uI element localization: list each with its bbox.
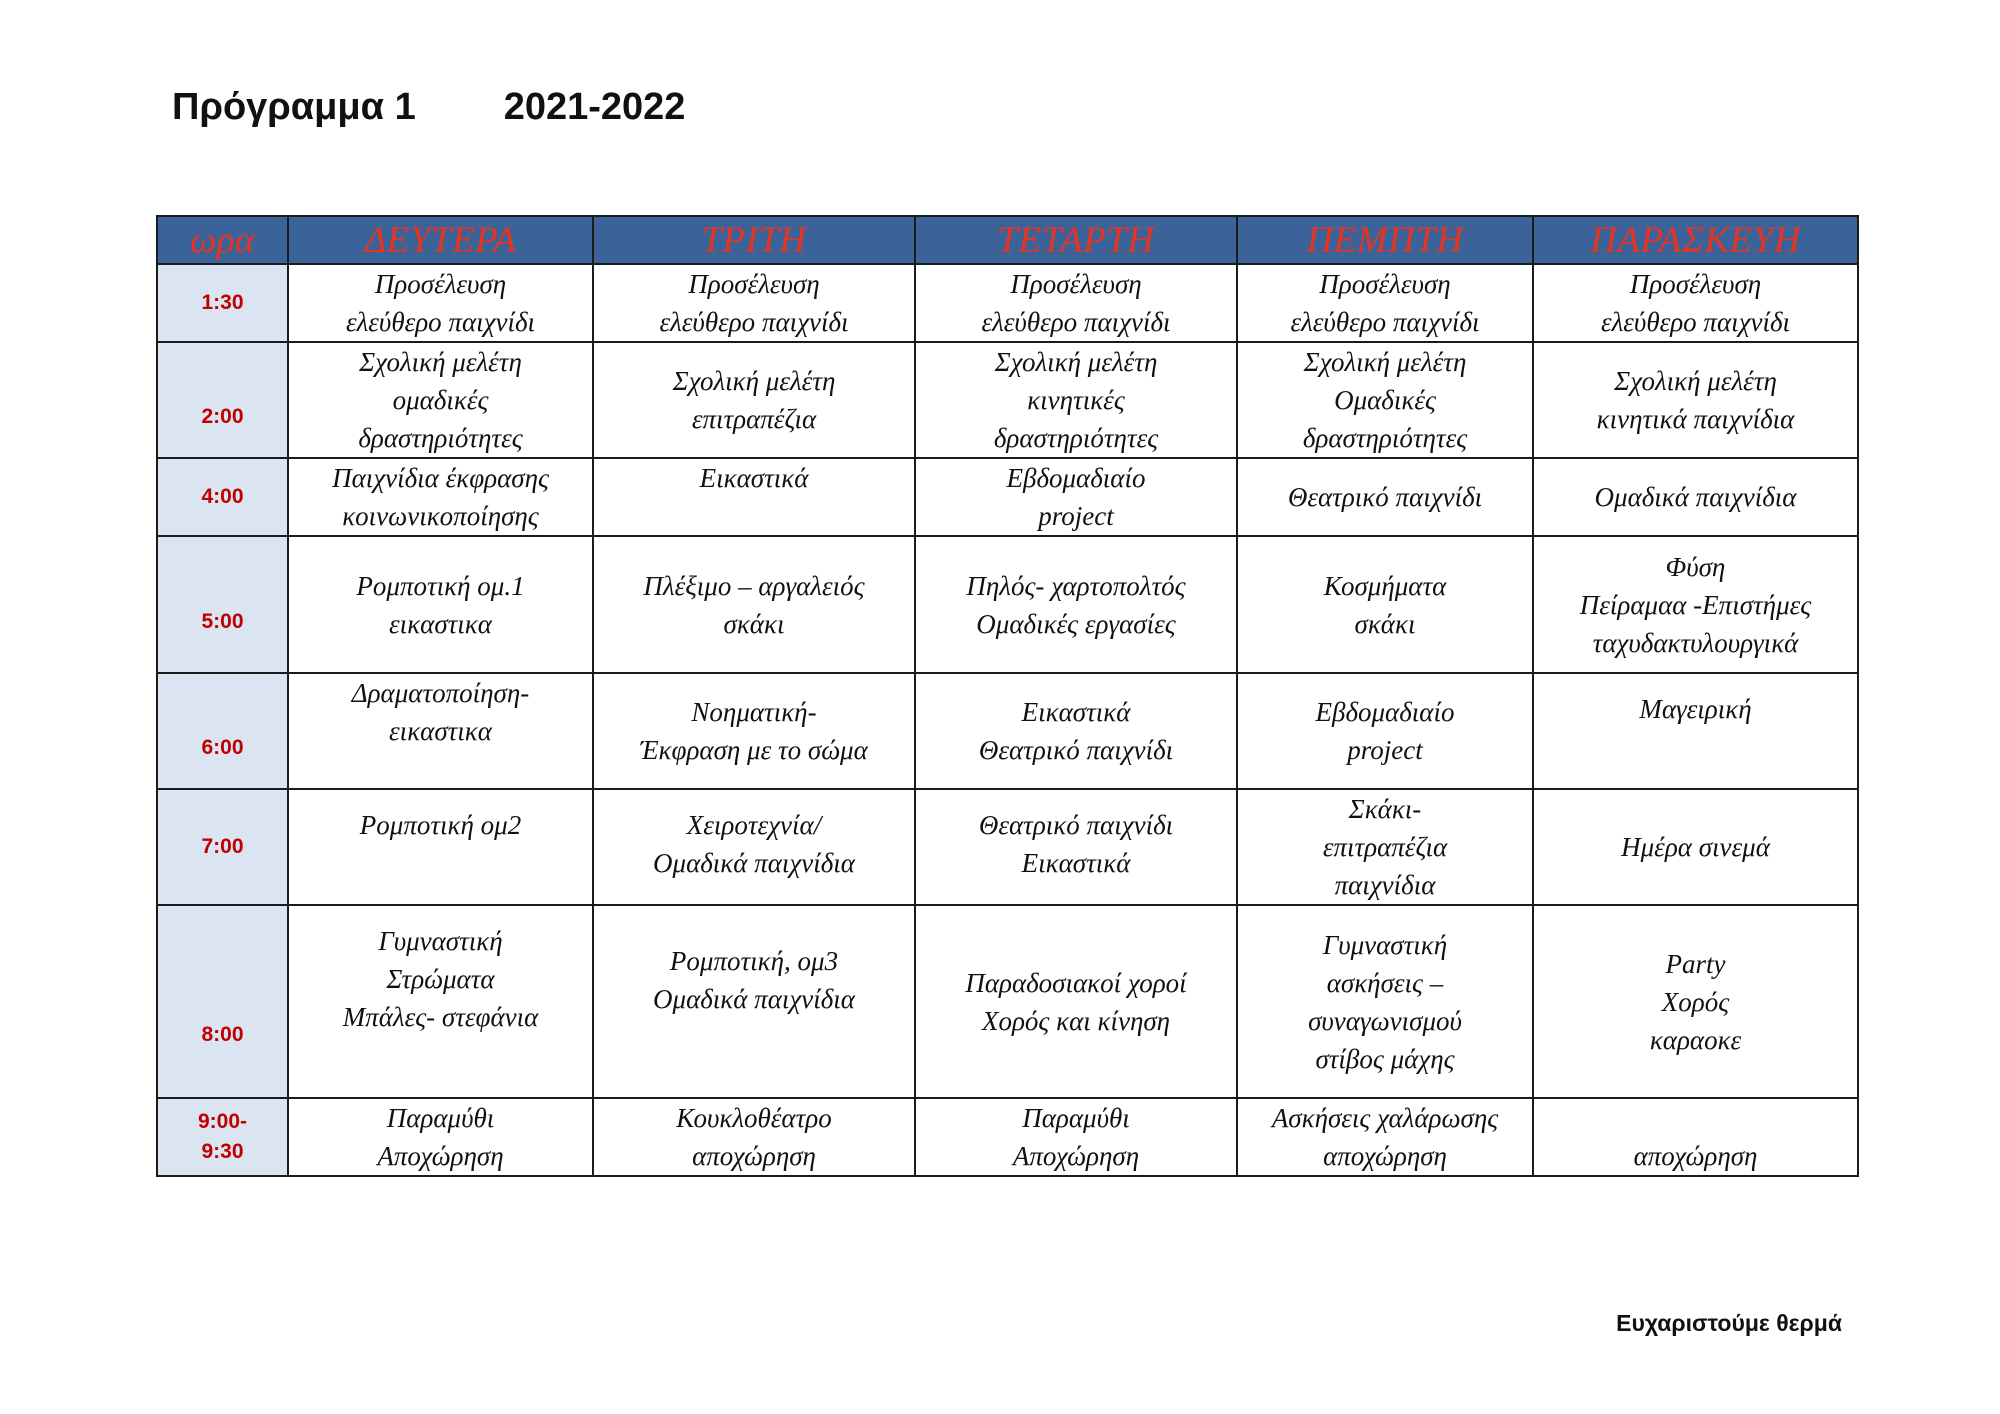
activity-cell: Φύση Πείραμαα -Επιστήμες ταχυδακτυλουργικά: [1533, 536, 1858, 673]
activity-cell: Θεατρικό παιχνίδι Εικαστικά: [915, 789, 1237, 905]
table-row: [157, 458, 1858, 536]
activity-cell: Χειροτεχνία/ Ομαδικά παιχνίδια: [593, 789, 915, 905]
time-cell: 1:30: [157, 264, 288, 342]
activity-cell: Κοσμήματα σκάκι: [1237, 536, 1533, 673]
schedule-table: [156, 215, 1859, 1177]
activity-cell: Παραδοσιακοί χοροί Χορός και κίνηση: [915, 905, 1237, 1098]
thank-you-note: Ευχαριστούμε θερμά: [1616, 1310, 1842, 1336]
activity-cell: Ρομποτική, ομ3 Ομαδικά παιχνίδια: [593, 905, 915, 1098]
table-row: [157, 264, 1858, 342]
activity-cell: Πλέξιμο – αργαλειός σκάκι: [593, 536, 915, 673]
activity-cell: Προσέλευση ελεύθερο παιχνίδι: [593, 264, 915, 342]
activity-cell: Σχολική μελέτη κινητικά παιχνίδια: [1533, 342, 1858, 458]
activity-cell: Party Χορός καραοκε: [1533, 905, 1858, 1098]
activity-cell: Προσέλευση ελεύθερο παιχνίδι: [288, 264, 593, 342]
program-title: Πρόγραμμα 1: [172, 86, 416, 128]
activity-cell: Προσέλευση ελεύθερο παιχνίδι: [1237, 264, 1533, 342]
time-cell: 7:00: [157, 789, 288, 905]
activity-cell: Εικαστικά: [593, 458, 915, 536]
header-day: ΤΡΙΤΗ: [593, 216, 915, 264]
activity-cell: Εικαστικά Θεατρικό παιχνίδι: [915, 673, 1237, 789]
header-day: ΔΕΥΤΕΡΑ: [288, 216, 593, 264]
table-row: [157, 789, 1858, 905]
activity-cell: Γυμναστική Στρώματα Μπάλες- στεφάνια: [288, 905, 593, 1098]
time-cell: 6:00: [157, 673, 288, 789]
activity-cell: Πηλός- χαρτοπολτός Ομαδικές εργασίες: [915, 536, 1237, 673]
activity-cell: Σχολική μελέτη επιτραπέζια: [593, 342, 915, 458]
activity-cell: Σχολική μελέτη κινητικές δραστηριότητες: [915, 342, 1237, 458]
table-row: [157, 905, 1858, 1098]
header-day: ΠΑΡΑΣΚΕΥΗ: [1533, 216, 1858, 264]
activity-cell: Νοηματική- Έκφραση με το σώμα: [593, 673, 915, 789]
school-year: 2021-2022: [503, 86, 686, 128]
activity-cell: Σκάκι- επιτραπέζια παιχνίδια: [1237, 789, 1533, 905]
activity-cell: Παραμύθι Αποχώρηση: [915, 1098, 1237, 1176]
activity-cell: αποχώρηση: [1533, 1098, 1858, 1176]
header-day: ΠΕΜΠΤΗ: [1237, 216, 1533, 264]
time-cell: 5:00: [157, 536, 288, 673]
header-row: [157, 216, 1858, 264]
activity-cell: Προσέλευση ελεύθερο παιχνίδι: [1533, 264, 1858, 342]
activity-cell: Ημέρα σινεμά: [1533, 789, 1858, 905]
activity-cell: Γυμναστική ασκήσεις – συναγωνισμού στίβος μάχης: [1237, 905, 1533, 1098]
time-cell: 9:00- 9:30: [157, 1098, 288, 1176]
table-row: [157, 342, 1858, 458]
table-row: [157, 536, 1858, 673]
activity-cell: Κουκλοθέατρο αποχώρηση: [593, 1098, 915, 1176]
activity-cell: Προσέλευση ελεύθερο παιχνίδι: [915, 264, 1237, 342]
time-cell: 2:00: [157, 342, 288, 458]
activity-cell: Παραμύθι Αποχώρηση: [288, 1098, 593, 1176]
activity-cell: Δραματοποίηση- εικαστικα: [288, 673, 593, 789]
activity-cell: Σχολική μελέτη ομαδικές δραστηριότητες: [288, 342, 593, 458]
table-row: [157, 1098, 1858, 1176]
activity-cell: Παιχνίδια έκφρασης κοινωνικοποίησης: [288, 458, 593, 536]
page-title: [172, 86, 685, 129]
time-cell: 4:00: [157, 458, 288, 536]
activity-cell: Ασκήσεις χαλάρωσης αποχώρηση: [1237, 1098, 1533, 1176]
header-time: ωρα: [157, 216, 288, 264]
activity-cell: Ρομποτική ομ2: [288, 789, 593, 905]
activity-cell: Ρομποτική ομ.1 εικαστικα: [288, 536, 593, 673]
activity-cell: Μαγειρική: [1533, 673, 1858, 789]
table-row: [157, 673, 1858, 789]
activity-cell: Εβδομαδιαίο project: [1237, 673, 1533, 789]
time-cell: 8:00: [157, 905, 288, 1098]
activity-cell: Ομαδικά παιχνίδια: [1533, 458, 1858, 536]
header-day: ΤΕΤΑΡΤΗ: [915, 216, 1237, 264]
activity-cell: Σχολική μελέτη Ομαδικές δραστηριότητες: [1237, 342, 1533, 458]
activity-cell: Θεατρικό παιχνίδι: [1237, 458, 1533, 536]
activity-cell: Εβδομαδιαίο project: [915, 458, 1237, 536]
